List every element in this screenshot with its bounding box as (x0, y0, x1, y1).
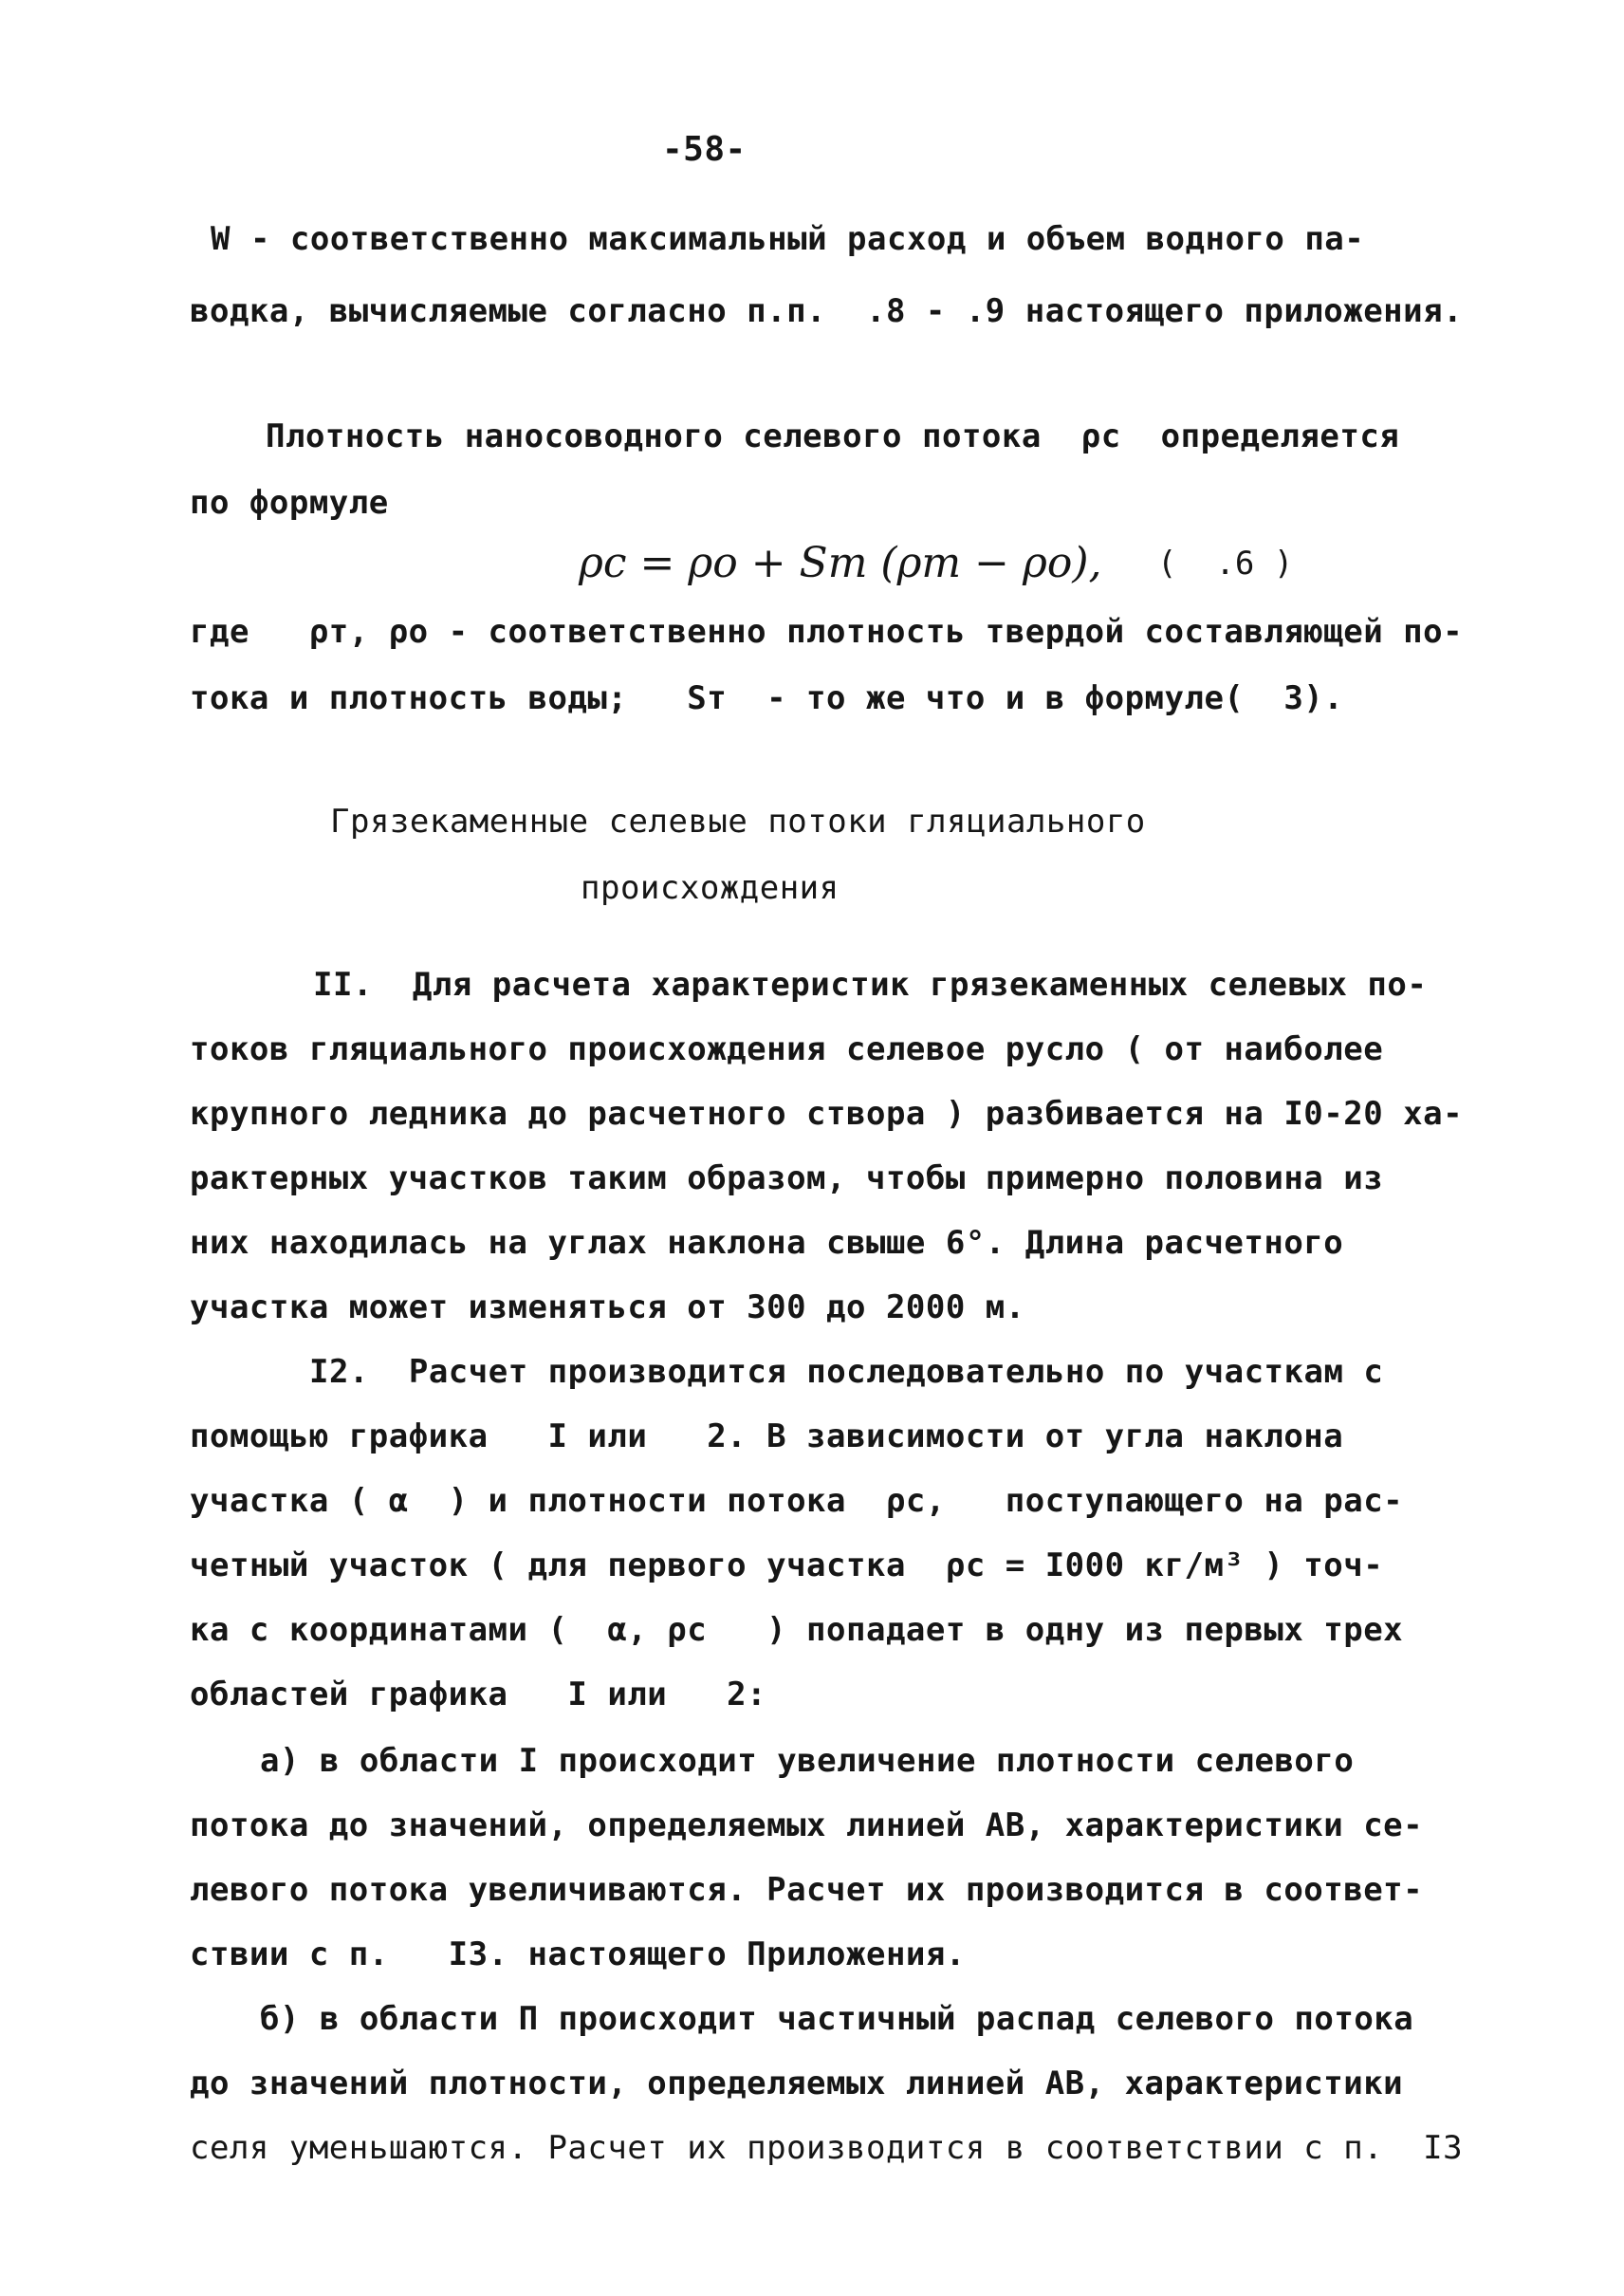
paragraph-11-line-1: II. Для расчета характеристик грязекаменных селевых по- (313, 966, 1428, 1004)
paragraph-11-line-4: рактерных участков таким образом, чтобы примерно половина из (190, 1159, 1384, 1197)
density-formula: ρс = ρо + Sт (ρт − ρо), (579, 539, 1102, 587)
text-line-3: Плотность наносоводного селевого потока ρс определяется (266, 417, 1400, 455)
page-number: -58- (662, 130, 747, 169)
section-heading-cont: происхождения (581, 869, 840, 907)
section-heading: Грязекаменные селевые потоки гляциального (330, 803, 1146, 841)
paragraph-11-line-3: крупного ледника до расчетного створа ) разбивается на I0-20 ха- (190, 1095, 1464, 1133)
text-line-4: по формуле (190, 484, 389, 522)
item-a-line-1: а) в области I происходит увеличение плотности селевого (260, 1742, 1355, 1780)
item-a-line-2: потока до значений, определяемых линией АВ, характеристики се- (190, 1806, 1424, 1844)
item-b-line-2: до значений плотности, определяемых линией АВ, характеристики (190, 2065, 1404, 2102)
paragraph-12-line-1: I2. Расчет производится последовательно по участкам с (309, 1353, 1384, 1391)
item-a-line-4: ствии с п. I3. настоящего Приложения. (190, 1935, 966, 1973)
text-line-2: водка, вычисляемые согласно п.п. .8 - .9 настоящего приложения. (190, 292, 1464, 330)
paragraph-12-line-2: помощью графика I или 2. В зависимости от угла наклона (190, 1417, 1344, 1455)
item-b-line-1: б) в области П происходит частичный распад селевого потока (260, 2000, 1414, 2038)
paragraph-11-line-2: токов гляциального происхождения селевое русло ( от наиболее (190, 1030, 1384, 1068)
text-line-6: тока и плотность воды; Sт - то же что и в формуле( 3). (190, 679, 1344, 717)
paragraph-12-line-3: участка ( α ) и плотности потока ρс, поступающего на рас- (190, 1482, 1404, 1520)
paragraph-11-line-6: участка может изменяться от 300 до 2000 м. (190, 1288, 1025, 1326)
paragraph-12-line-5: ка с координатами ( α, ρс ) попадает в одну из первых трех (190, 1611, 1404, 1649)
item-a-line-3: левого потока увеличиваются. Расчет их производится в соответ- (190, 1871, 1424, 1909)
paragraph-12-line-4: четный участок ( для первого участка ρс = I000 кг/м³ ) точ- (190, 1546, 1384, 1584)
formula-number: ( .6 ) (1157, 545, 1294, 583)
paragraph-12-line-6: областей графика I или 2: (190, 1676, 767, 1713)
text-line-5: где ρт, ρо - соответственно плотность твердой составляющей по- (190, 613, 1464, 651)
paragraph-11-line-5: них находилась на углах наклона свыше 6°. Длина расчетного (190, 1224, 1344, 1262)
item-b-line-3: селя уменьшаются. Расчет их производится в соответствии с п. I3 (190, 2129, 1464, 2167)
text-line-1: W - соответственно максимальный расход и объем водного па- (211, 220, 1365, 258)
